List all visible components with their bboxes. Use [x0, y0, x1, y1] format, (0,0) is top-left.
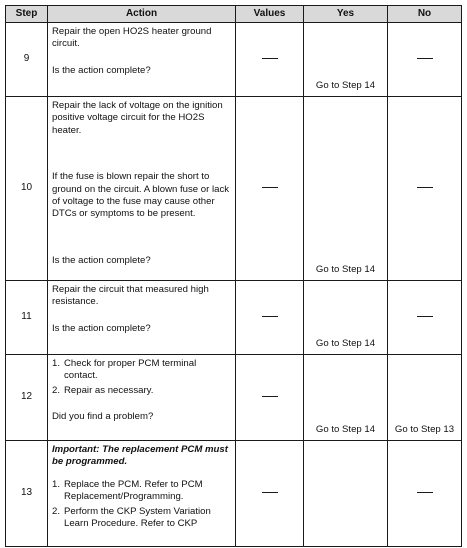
header-step: Step [6, 6, 48, 23]
no-cell [388, 97, 462, 281]
dash-mark [262, 58, 278, 59]
numbered-item [52, 479, 231, 504]
diagnostic-table [5, 5, 462, 547]
header-values: Values [236, 6, 304, 23]
action-text: Repair the lack of voltage on the ignition positive voltage circuit for the HO2S heater. [52, 100, 223, 136]
action-cell [48, 355, 236, 441]
action-question: Is the action complete? [52, 64, 151, 76]
values-cell [236, 355, 304, 441]
action-note: If the fuse is blown repair the short to ground on the circuit. A blown fuse or lack of voltage to the fuse may cause other DTCs or symptoms to be present. [52, 171, 230, 220]
item-text: Perform the CKP System Variation Learn Procedure. Refer to CKP [64, 505, 211, 530]
table-row [6, 281, 462, 355]
action-text: Repair the circuit that measured high resistance. [52, 284, 209, 308]
item-text: Replace the PCM. Refer to PCM Replacement/Programming. [64, 478, 203, 503]
action-cell [48, 441, 236, 547]
yes-cell: Go to Step 14 [304, 355, 388, 441]
table-row [6, 97, 462, 281]
step-number: 13 [6, 441, 48, 547]
table-row [6, 355, 462, 441]
item-number: 2. [52, 505, 61, 517]
header-row [6, 6, 462, 23]
action-question: Is the action complete? [52, 254, 151, 266]
yes-cell [304, 441, 388, 547]
table-row [6, 441, 462, 547]
dash-mark [417, 316, 433, 317]
values-cell [236, 97, 304, 281]
dash-mark [417, 58, 433, 59]
action-cell [48, 97, 236, 281]
yes-cell: Go to Step 14 [304, 97, 388, 281]
item-text: Check for proper PCM terminal contact. [64, 358, 197, 382]
item-number: 1. [52, 478, 61, 490]
header-yes: Yes [304, 6, 388, 23]
no-cell [388, 281, 462, 355]
no-cell [388, 441, 462, 547]
yes-cell: Go to Step 14 [304, 23, 388, 97]
header-no: No [388, 6, 462, 23]
item-text: Repair as necessary. [64, 384, 154, 396]
dash-mark [417, 187, 433, 188]
step-number: 11 [6, 281, 48, 355]
values-cell [236, 281, 304, 355]
step-number: 9 [6, 23, 48, 97]
dash-mark [262, 396, 278, 397]
step-number: 10 [6, 97, 48, 281]
header-action: Action [48, 6, 236, 23]
dash-mark [262, 316, 278, 317]
action-question: Is the action complete? [52, 322, 151, 334]
numbered-item [52, 506, 231, 531]
no-cell: Go to Step 13 [388, 355, 462, 441]
important-note: Important: The replacement PCM must be programmed. [52, 444, 228, 468]
values-cell [236, 23, 304, 97]
action-cell [48, 23, 236, 97]
action-text: Repair the open HO2S heater ground circuit. [52, 26, 212, 50]
dash-mark [262, 187, 278, 188]
dash-mark [417, 492, 433, 493]
table-row [6, 23, 462, 97]
numbered-item [52, 358, 231, 383]
no-cell [388, 23, 462, 97]
numbered-item [52, 385, 231, 397]
item-number: 2. [52, 384, 61, 396]
action-cell [48, 281, 236, 355]
action-question: Did you find a problem? [52, 411, 154, 423]
step-number: 12 [6, 355, 48, 441]
item-number: 1. [52, 358, 61, 369]
yes-cell: Go to Step 14 [304, 281, 388, 355]
values-cell [236, 441, 304, 547]
dash-mark [262, 492, 278, 493]
